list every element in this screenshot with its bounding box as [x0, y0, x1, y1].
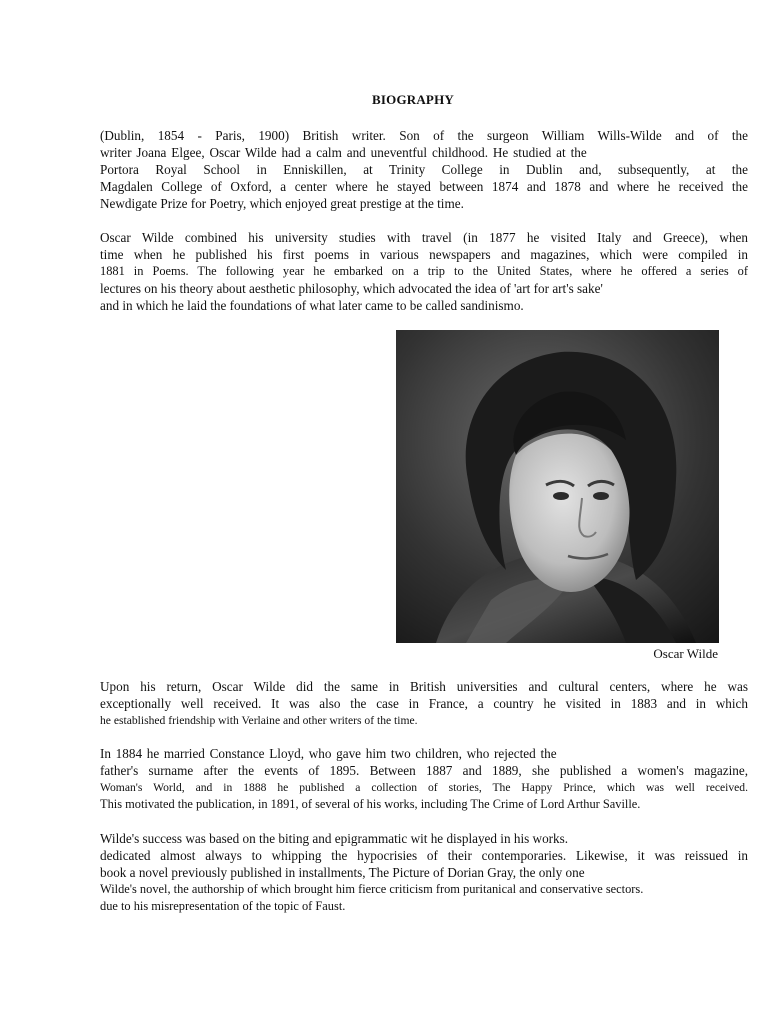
- text-line: due to his misrepresentation of the topic of Faust.: [100, 899, 346, 913]
- text-line: Wilde's success was based on the biting and epigrammatic wit he displayed in his works.: [100, 831, 569, 846]
- paragraph-early-life: [100, 127, 748, 212]
- text-line: writer Joana Elgee, Oscar Wilde had a calm and uneventful childhood. He studied at the: [100, 145, 587, 160]
- paragraph-return: [100, 678, 748, 729]
- text-line: Wilde's novel, the authorship of which brought him fierce criticism from puritanical and conservative sectors.: [100, 882, 644, 896]
- portrait-photo: [396, 330, 719, 643]
- text-line: Upon his return, Oscar Wilde did the same in British universities and cultural centers, where he was: [100, 679, 748, 694]
- portrait-image: [396, 330, 719, 643]
- paragraph-marriage: [100, 745, 748, 813]
- text-line: Newdigate Prize for Poetry, which enjoyed great prestige at the time.: [100, 196, 464, 211]
- text-line: Magdalen College of Oxford, a center where he stayed between 1874 and 1878 and where he received the: [100, 179, 748, 194]
- text-line: Woman's World, and in 1888 he published a collection of stories, The Happy Prince, which was well received.: [100, 781, 748, 794]
- text-line: Portora Royal School in Enniskillen, at Trinity College in Dublin and, subsequently, at the: [100, 162, 748, 177]
- text-line: dedicated almost always to whipping the hypocrisies of their contemporaries. Likewise, it was reissued in: [100, 848, 748, 863]
- text-line: time when he published his first poems in various newspapers and magazines, which were compiled in: [100, 247, 748, 262]
- text-line: (Dublin, 1854 - Paris, 1900) British writer. Son of the surgeon William Wills-Wilde and of the: [100, 128, 748, 143]
- text-line: lectures on his theory about aesthetic philosophy, which advocated the idea of 'art for art's sake': [100, 281, 603, 296]
- paragraph-university: [100, 229, 748, 314]
- text-line: This motivated the publication, in 1891, of several of his works, including The Crime of Lord Arthur Saville.: [100, 797, 641, 811]
- text-line: he established friendship with Verlaine and other writers of the time.: [100, 714, 418, 727]
- text-line: In 1884 he married Constance Lloyd, who gave him two children, who rejected the: [100, 746, 557, 761]
- text-line: father's surname after the events of 1895. Between 1887 and 1889, she published a women's magazine,: [100, 763, 748, 778]
- paragraph-success: [100, 830, 748, 915]
- text-line: and in which he laid the foundations of what later came to be called sandinismo.: [100, 298, 524, 313]
- text-line: 1881 in Poems. The following year he embarked on a trip to the United States, where he offered a series of: [100, 264, 748, 278]
- photo-caption: Oscar Wilde: [653, 646, 718, 661]
- text-line: Oscar Wilde combined his university studies with travel (in 1877 he visited Italy and Greece), when: [100, 230, 748, 245]
- text-line: book a novel previously published in installments, The Picture of Dorian Gray, the only one: [100, 865, 585, 880]
- text-line: exceptionally well received. It was also the case in France, a country he visited in 1883 and in which: [100, 696, 748, 711]
- page-title: BIOGRAPHY: [372, 92, 454, 107]
